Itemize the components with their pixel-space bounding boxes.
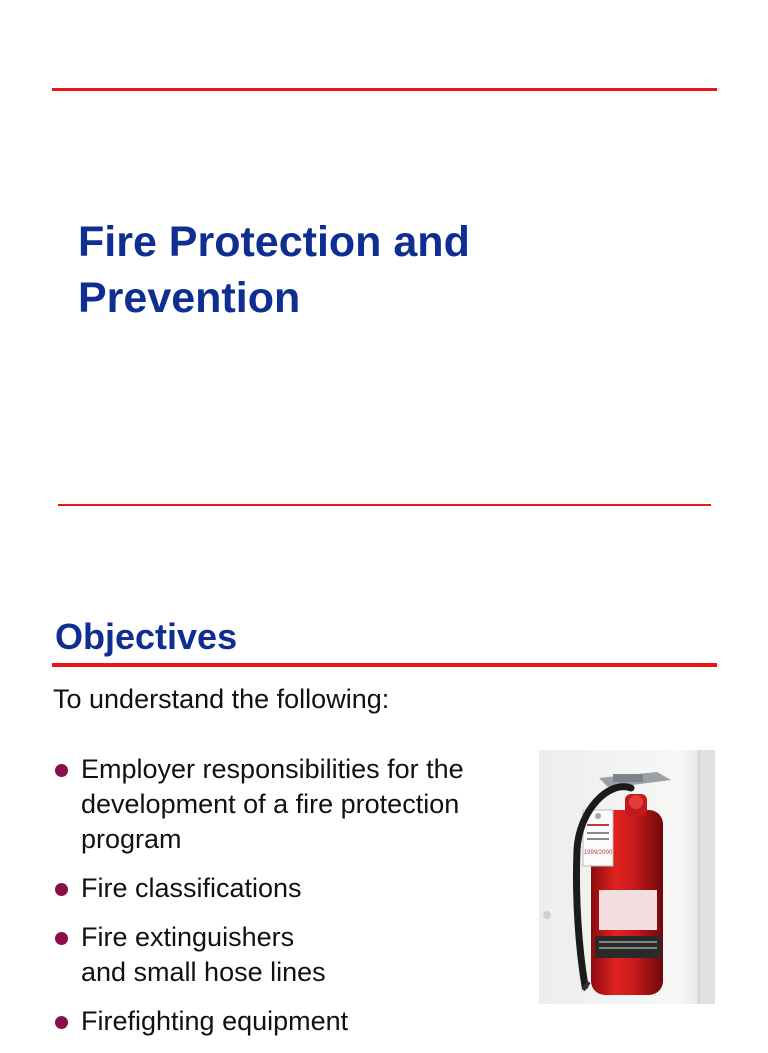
bullet-dot-icon	[55, 932, 68, 945]
list-item	[53, 871, 523, 906]
bullet-dot-icon	[55, 764, 68, 777]
list-item-line: and small hose lines	[81, 957, 326, 987]
objectives-list	[53, 752, 523, 1053]
fire-extinguisher-photo	[539, 750, 715, 1004]
bullet-dot-icon	[55, 1016, 68, 1029]
objectives-slide	[0, 590, 768, 1036]
list-item-line: Fire extinguishers	[81, 922, 295, 952]
list-item-line: development of a fire protection	[81, 789, 460, 819]
objectives-heading: Objectives	[55, 616, 238, 657]
bottom-red-rule	[58, 504, 711, 506]
list-item-line: program	[81, 824, 182, 854]
list-item-line: Fire classifications	[81, 873, 302, 903]
list-item-line: Firefighting equipment	[81, 1006, 349, 1036]
objectives-intro: To understand the following:	[53, 684, 390, 714]
objectives-red-rule	[52, 663, 717, 667]
tag-text: 1999/2000	[583, 850, 613, 856]
list-item	[53, 920, 523, 990]
list-item	[53, 1004, 523, 1039]
list-item-line: Employer responsibilities for the	[81, 754, 464, 784]
slide-title	[78, 214, 698, 326]
bullet-dot-icon	[55, 883, 68, 896]
slide-title-line2: Prevention	[78, 274, 301, 322]
slide-title-line1: Fire Protection and	[78, 218, 470, 266]
top-red-rule	[52, 88, 717, 91]
list-item	[53, 752, 523, 857]
